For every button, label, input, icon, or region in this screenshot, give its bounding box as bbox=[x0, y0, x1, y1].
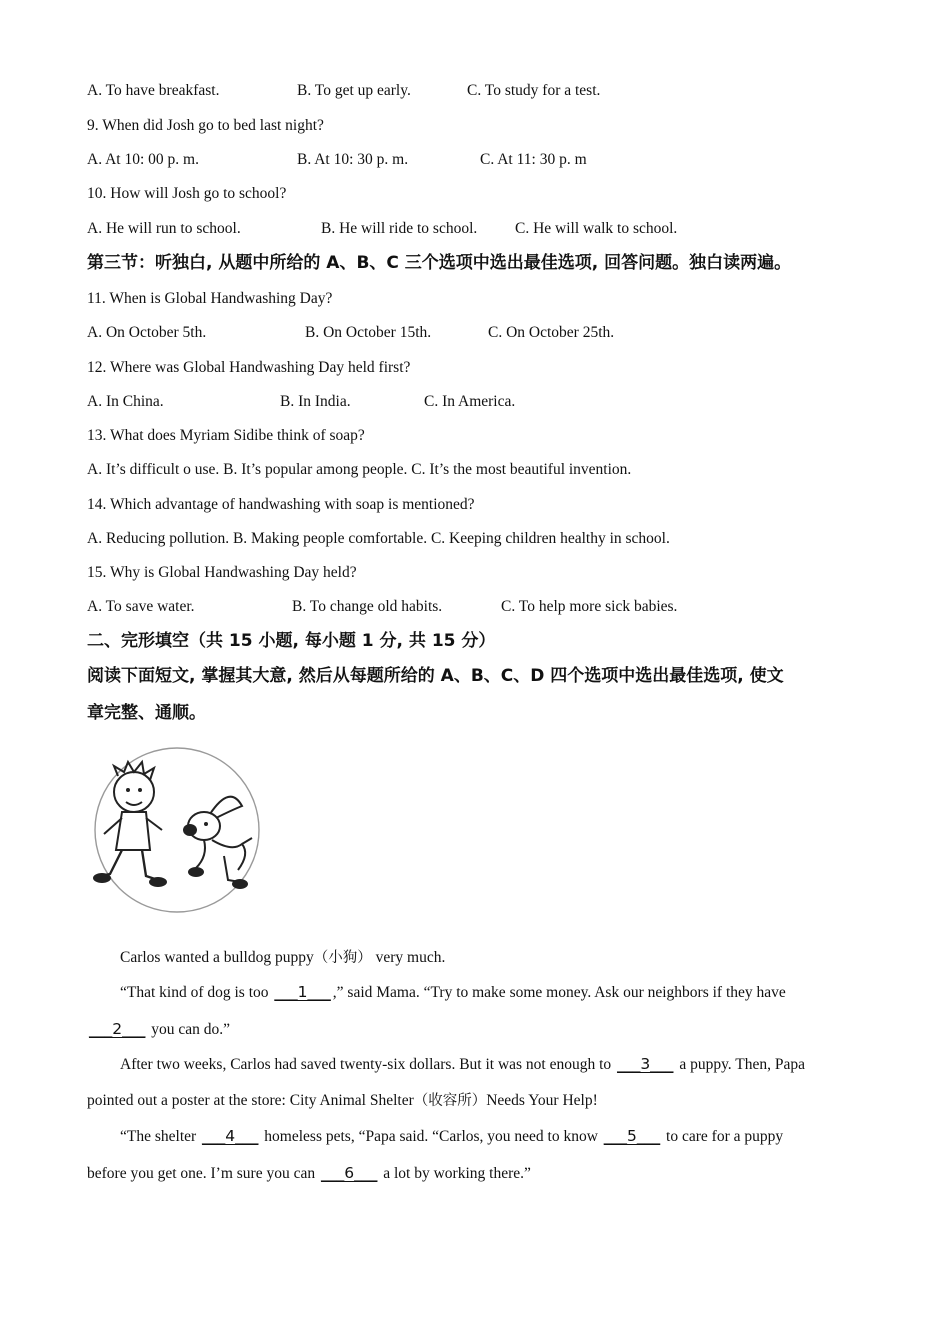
passage-paragraph-4-line2 bbox=[87, 1162, 531, 1185]
passage-text: to care for a puppy bbox=[662, 1128, 784, 1145]
blank-6: ___6___ bbox=[321, 1164, 378, 1182]
q12-option-c: C. In America. bbox=[424, 393, 516, 410]
passage-text: ,” said Mama. “Try to make some money. Ask our neighbors if they have bbox=[332, 984, 786, 1001]
passage-text: “The shelter bbox=[120, 1128, 201, 1145]
passage-text: Carlos wanted a bulldog puppy bbox=[120, 949, 314, 966]
blank-4: ___4___ bbox=[202, 1127, 259, 1145]
passage-paragraph-1 bbox=[87, 947, 445, 969]
passage-paragraph-2-line2 bbox=[87, 1018, 230, 1041]
q11-option-c: C. On October 25th. bbox=[488, 324, 615, 341]
q8-option-c: C. To study for a test. bbox=[467, 82, 601, 99]
section3-heading: 第三节：听独白, 从题中所给的 A、B、C 三个选项中选出最佳选项, 回答问题。独白读两遍。 bbox=[87, 253, 792, 273]
q15-option-c: C. To help more sick babies. bbox=[501, 598, 678, 615]
q12-question: 12. Where was Global Handwashing Day held first? bbox=[87, 359, 411, 376]
passage-text: before you get one. I’m sure you can bbox=[87, 1165, 319, 1182]
q15-option-b: B. To change old habits. bbox=[292, 598, 443, 615]
passage-text: Needs Your Help! bbox=[486, 1092, 598, 1109]
q10-question: 10. How will Josh go to school? bbox=[87, 185, 287, 202]
q15-question: 15. Why is Global Handwashing Day held? bbox=[87, 564, 357, 581]
q10-option-c: C. He will walk to school. bbox=[515, 220, 678, 237]
q9-option-c: C. At 11: 30 p. m bbox=[480, 151, 587, 168]
q14-question: 14. Which advantage of handwashing with soap is mentioned? bbox=[87, 496, 475, 513]
q11-option-a: A. On October 5th. bbox=[87, 324, 207, 341]
boy-and-dog-illustration bbox=[92, 744, 262, 914]
q14-options: A. Reducing pollution. B. Making people comfortable. C. Keeping children healthy in school. bbox=[87, 530, 670, 547]
passage-text: a lot by working there.” bbox=[379, 1165, 531, 1182]
q8-option-b: B. To get up early. bbox=[297, 82, 411, 99]
q13-question: 13. What does Myriam Sidibe think of soap? bbox=[87, 427, 365, 444]
passage-text: “That kind of dog is too bbox=[120, 984, 273, 1001]
passage-paragraph-2-line1 bbox=[87, 981, 786, 1004]
part2-instruction-line2: 章完整、通顺。 bbox=[87, 703, 206, 723]
q12-option-a: A. In China. bbox=[87, 393, 164, 410]
part2-instruction-line1: 阅读下面短文, 掌握其大意, 然后从每题所给的 A、B、C、D 四个选项中选出最佳选项, 使文 bbox=[87, 666, 784, 686]
q11-question: 11. When is Global Handwashing Day? bbox=[87, 290, 333, 307]
passage-text: very much. bbox=[371, 949, 446, 966]
q8-option-a: A. To have breakfast. bbox=[87, 82, 220, 99]
q10-option-b: B. He will ride to school. bbox=[321, 220, 478, 237]
passage-paragraph-4-line1 bbox=[87, 1125, 783, 1148]
passage-paragraph-3-line1 bbox=[87, 1053, 805, 1076]
passage-text: a puppy. Then, Papa bbox=[675, 1056, 806, 1073]
q15-option-a: A. To save water. bbox=[87, 598, 195, 615]
blank-1: ___1___ bbox=[274, 983, 331, 1001]
q11-option-b: B. On October 15th. bbox=[305, 324, 432, 341]
q12-option-b: B. In India. bbox=[280, 393, 351, 410]
q9-option-a: A. At 10: 00 p. m. bbox=[87, 151, 199, 168]
blank-2: ___2___ bbox=[89, 1020, 146, 1038]
q9-option-b: B. At 10: 30 p. m. bbox=[297, 151, 409, 168]
passage-paragraph-3-line2 bbox=[87, 1090, 598, 1112]
part2-heading: 二、完形填空（共 15 小题, 每小题 1 分, 共 15 分） bbox=[87, 631, 496, 651]
blank-5: ___5___ bbox=[603, 1127, 661, 1145]
passage-annotation: （小狗） bbox=[313, 950, 372, 966]
q9-question: 9. When did Josh go to bed last night? bbox=[87, 117, 324, 134]
q13-options: A. It’s difficult o use. B. It’s popular among people. C. It’s the most beautiful invention. bbox=[87, 461, 632, 478]
q10-option-a: A. He will run to school. bbox=[87, 220, 241, 237]
passage-text: homeless pets, “Papa said. “Carlos, you need to know bbox=[260, 1128, 602, 1145]
passage-text: pointed out a poster at the store: City Animal Shelter bbox=[87, 1092, 414, 1109]
passage-annotation: （收容所） bbox=[413, 1093, 487, 1109]
passage-text: After two weeks, Carlos had saved twenty-six dollars. But it was not enough to bbox=[120, 1056, 616, 1073]
passage-text: you can do.” bbox=[147, 1021, 231, 1038]
blank-3: ___3___ bbox=[617, 1055, 674, 1073]
